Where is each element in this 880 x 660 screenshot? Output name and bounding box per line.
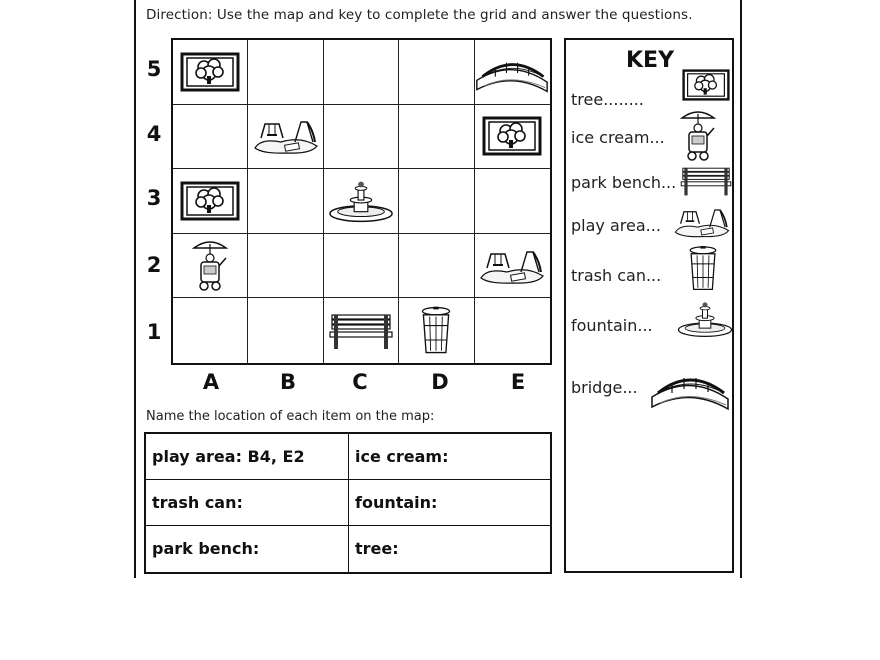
bridge-icon (475, 44, 549, 100)
col-label-c: C (352, 370, 368, 394)
key-label-trash-can: trash can... (571, 266, 662, 285)
play-area-icon (672, 204, 732, 240)
grid-cell-b4 (248, 105, 323, 170)
key-label-fountain: fountain... (571, 316, 653, 335)
park-bench-icon (678, 164, 734, 198)
col-label-e: E (510, 370, 526, 394)
row-label-1: 1 (146, 320, 162, 344)
grid-cell-d3 (399, 169, 474, 234)
ice-cream-cart-icon (190, 236, 230, 296)
grid-cell-e3 (475, 169, 550, 234)
grid-cell-c3 (324, 169, 399, 234)
questions-prompt: Name the location of each item on the map: (146, 409, 435, 424)
grid-cell-c4 (324, 105, 399, 170)
key-label-bridge: bridge... (571, 378, 638, 397)
play-area-icon (251, 116, 321, 156)
grid-cell-d4 (399, 105, 474, 170)
key-label-ice-cream: ice cream... (571, 128, 665, 147)
grid-cell-b3 (248, 169, 323, 234)
key-label-park-bench: park bench... (571, 173, 677, 192)
play-area-icon (477, 246, 547, 286)
bridge-icon (650, 360, 730, 416)
row-label-4: 4 (146, 122, 162, 146)
grid-cell-a1 (173, 298, 248, 363)
tree-icon (482, 116, 542, 156)
grid-cell-e5 (475, 40, 550, 105)
grid-cell-e2 (475, 234, 550, 299)
directions-text: Direction: Use the map and key to complete the grid and answer the questions. (146, 7, 693, 23)
grid-cell-b2 (248, 234, 323, 299)
grid-cell-c5 (324, 40, 399, 105)
key-title: KEY (626, 48, 675, 73)
grid-cell-d2 (399, 234, 474, 299)
grid-cell-a3 (173, 169, 248, 234)
answer-table (144, 432, 552, 574)
grid-cell-b5 (248, 40, 323, 105)
grid-cell-a5 (173, 40, 248, 105)
map-grid (171, 38, 552, 365)
tree-icon (682, 68, 730, 102)
col-label-b: B (279, 370, 296, 394)
col-label-a: A (202, 370, 220, 394)
answer-park-bench[interactable]: park bench: (146, 526, 349, 572)
grid-cell-a2 (173, 234, 248, 299)
fountain-icon (327, 178, 395, 224)
answer-ice-cream[interactable]: ice cream: (349, 434, 550, 480)
row-label-5: 5 (146, 57, 162, 81)
park-bench-icon (326, 310, 396, 352)
grid-cell-e4 (475, 105, 550, 170)
map-key (564, 38, 734, 573)
answer-play-area[interactable]: play area: B4, E2 (146, 434, 349, 480)
grid-cell-d1 (399, 298, 474, 363)
grid-cell-a4 (173, 105, 248, 170)
trash-can-icon (418, 305, 454, 357)
grid-cell-d5 (399, 40, 474, 105)
grid-cell-e1 (475, 298, 550, 363)
grid-cell-b1 (248, 298, 323, 363)
fountain-icon (676, 296, 734, 342)
answer-fountain[interactable]: fountain: (349, 480, 550, 526)
grid-cell-c1 (324, 298, 399, 363)
key-label-tree: tree........ (571, 90, 644, 109)
row-label-2: 2 (146, 253, 162, 277)
tree-icon (180, 52, 240, 92)
trash-can-icon (686, 244, 720, 294)
grid-cell-c2 (324, 234, 399, 299)
tree-icon (180, 181, 240, 221)
row-label-3: 3 (146, 186, 162, 210)
col-label-d: D (431, 370, 449, 394)
answer-tree[interactable]: tree: (355, 539, 399, 558)
ice-cream-cart-icon (678, 106, 718, 166)
answer-trash-can[interactable]: trash can: (146, 480, 349, 526)
key-label-play-area: play area... (571, 216, 661, 235)
